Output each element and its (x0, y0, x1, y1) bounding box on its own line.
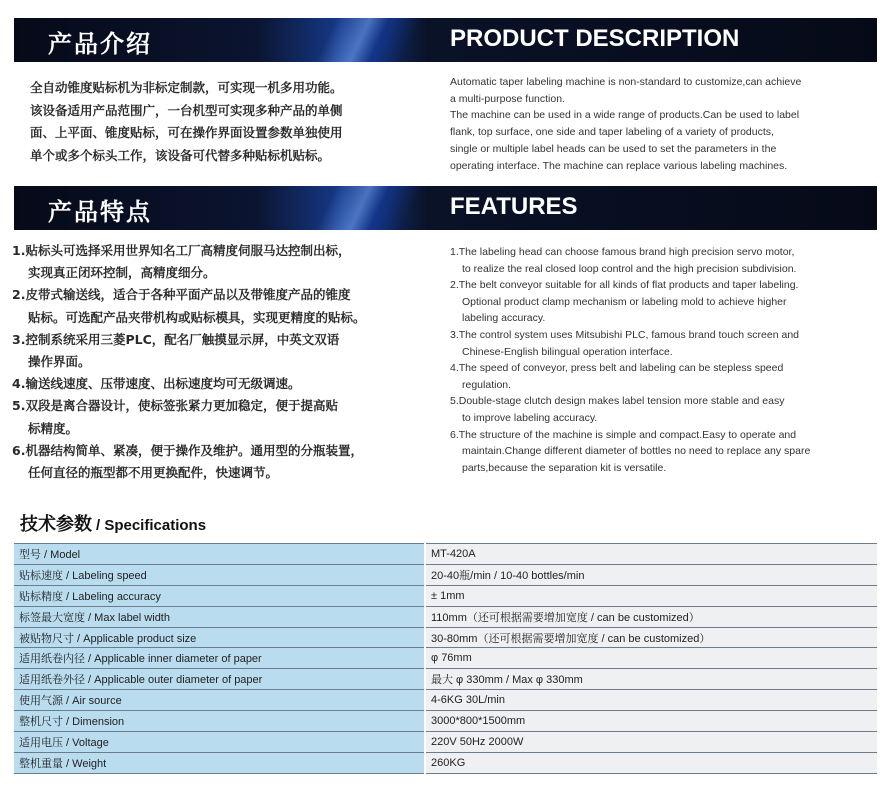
feature-cn-item: 4.输送线速度、压带速度、出标速度均可无级调速。 (12, 376, 301, 392)
feature-cn-item: 1.贴标头可选择采用世界知名工厂高精度伺服马达控制出标， (12, 243, 351, 258)
specifications-heading (20, 510, 206, 536)
feature-en-item-cont: parts,because the separation kit is versatile. (462, 461, 667, 474)
intro-text-en (450, 74, 875, 174)
spec-label: 标签最大宽度 / Max label width (14, 606, 425, 627)
spec-value: MT-420A (425, 544, 877, 565)
table-row (14, 732, 877, 753)
spec-label: 适用电压 / Voltage (14, 732, 425, 753)
spec-value: ± 1mm (425, 585, 877, 606)
spec-label: 被贴物尺寸 / Applicable product size (14, 627, 425, 648)
table-row (14, 752, 877, 773)
table-row (14, 711, 877, 732)
feature-en-item: 6.The structure of the machine is simple and compact.Easy to operate and (450, 428, 797, 441)
feature-cn-item: 6.机器结构简单、紧凑，便于操作及维护。通用型的分瓶装置， (12, 442, 363, 458)
feature-cn-item: 3.控制系统采用三菱PLC，配名厂触摸显示屏，中英文双语 (12, 331, 340, 347)
intro-en-line: single or multiple label heads can be used to set the parameters in the (450, 142, 777, 155)
feature-en-item-cont: maintain.Change different diameter of bottles no need to replace any spare (462, 445, 811, 458)
feature-en-item-cont: to improve labeling accuracy. (462, 411, 598, 424)
spec-value: 220V 50Hz 2000W (425, 732, 877, 753)
intro-text-cn (30, 77, 343, 167)
feature-cn-item-cont: 任何直径的瓶型都不用更换配件，快速调节。 (28, 465, 279, 481)
spec-value: 260KG (425, 752, 877, 773)
intro-cn-line: 面、上平面、锥度贴标，可在操作界面设置参数单独使用 (30, 125, 343, 140)
spec-value: 最大 φ 330mm / Max φ 330mm (425, 669, 877, 690)
spec-label: 贴标速度 / Labeling speed (14, 564, 425, 585)
spec-label: 使用气源 / Air source (14, 690, 425, 711)
feature-cn-item-cont: 贴标。可选配产品夹带机构或贴标模具，实现更精度的贴标。 (28, 309, 366, 325)
spec-label: 适用纸卷外径 / Applicable outer diameter of paper (14, 669, 425, 690)
table-row (14, 606, 877, 627)
table-row (14, 585, 877, 606)
banner-accent-stripe (279, 18, 449, 62)
table-row (14, 690, 877, 711)
features-heading-cn: 产品特点 (48, 198, 152, 226)
features-heading-en: FEATURES (450, 193, 578, 220)
table-row (14, 564, 877, 585)
feature-en-item: 3.The control system uses Mitsubishi PLC, famous brand touch screen and (450, 328, 800, 341)
spec-value: φ 76mm (425, 648, 877, 669)
intro-en-line: operating interface. The machine can replace various labeling machines. (450, 159, 788, 172)
feature-en-item-cont: Chinese-English bilingual operation interface. (462, 345, 673, 358)
feature-en-item: 4.The speed of conveyor, press belt and labeling can be stepless speed (450, 362, 784, 375)
table-row (14, 627, 877, 648)
features-list-cn (12, 240, 422, 484)
table-row (14, 648, 877, 669)
intro-en-line: a multi-purpose function. (450, 92, 565, 105)
spec-value: 30-80mm（还可根据需要增加宽度 / can be customized） (425, 627, 877, 648)
intro-en-line: The machine can be used in a wide range of products.Can be used to label (450, 109, 800, 122)
spec-value: 110mm（还可根据需要增加宽度 / can be customized） (425, 606, 877, 627)
spec-value: 3000*800*1500mm (425, 711, 877, 732)
spec-label: 型号 / Model (14, 544, 425, 565)
feature-en-item: 5.Double-stage clutch design makes label tension more stable and easy (450, 395, 785, 408)
feature-cn-item-cont: 操作界面。 (28, 354, 91, 370)
spec-label: 适用纸卷内径 / Applicable inner diameter of paper (14, 648, 425, 669)
spec-value: 20-40瓶/min / 10-40 bottles/min (425, 564, 877, 585)
spec-label: 贴标精度 / Labeling accuracy (14, 585, 425, 606)
feature-en-item-cont: Optional product clamp mechanism or labeling mold to achieve higher (462, 295, 787, 308)
specifications-heading-en: / Specifications (96, 517, 207, 534)
specifications-heading-cn: 技术参数 (20, 514, 92, 535)
features-banner (14, 186, 877, 230)
feature-cn-item-cont: 标精度。 (28, 420, 79, 436)
feature-en-item: 1.The labeling head can choose famous brand high precision servo motor, (450, 246, 795, 258)
intro-cn-line: 全自动锥度贴标机为非标定制款，可实现一机多用功能。 (30, 80, 343, 95)
spec-value: 4-6KG 30L/min (425, 690, 877, 711)
spec-label: 整机尺寸 / Dimension (14, 711, 425, 732)
feature-en-item: 2.The belt conveyor suitable for all kinds of flat products and taper labeling. (450, 279, 799, 292)
product-description-banner (14, 18, 877, 62)
feature-en-item-cont: labeling accuracy. (462, 312, 546, 325)
intro-en-line: Automatic taper labeling machine is non-standard to customize,can achieve (450, 76, 802, 88)
intro-cn-line: 该设备适用产品范围广，一台机型可实现多种产品的单侧 (30, 102, 343, 118)
table-row (14, 544, 877, 565)
feature-cn-item-cont: 实现真正闭环控制，高精度细分。 (28, 265, 216, 281)
feature-en-item-cont: to realize the real closed loop control and the high precision subdivision. (462, 262, 797, 275)
spec-label: 整机重量 / Weight (14, 752, 425, 773)
intro-heading-cn: 产品介绍 (48, 30, 152, 58)
feature-cn-item: 2.皮带式输送线，适合于各种平面产品以及带锥度产品的锥度 (12, 287, 351, 303)
intro-cn-line: 单个或多个标头工作，该设备可代替多种贴标机贴标。 (30, 147, 331, 163)
features-list-en (450, 244, 878, 476)
intro-heading-en: PRODUCT DESCRIPTION (450, 25, 740, 52)
banner-accent-stripe (279, 186, 449, 230)
intro-en-line: flank, top surface, one side and taper labeling of a variety of products, (450, 126, 774, 139)
feature-en-item-cont: regulation. (462, 378, 512, 391)
feature-cn-item: 5.双段是离合器设计，使标签张紧力更加稳定，便于提高贴 (12, 398, 338, 414)
table-row (14, 669, 877, 690)
specifications-table (14, 543, 877, 774)
